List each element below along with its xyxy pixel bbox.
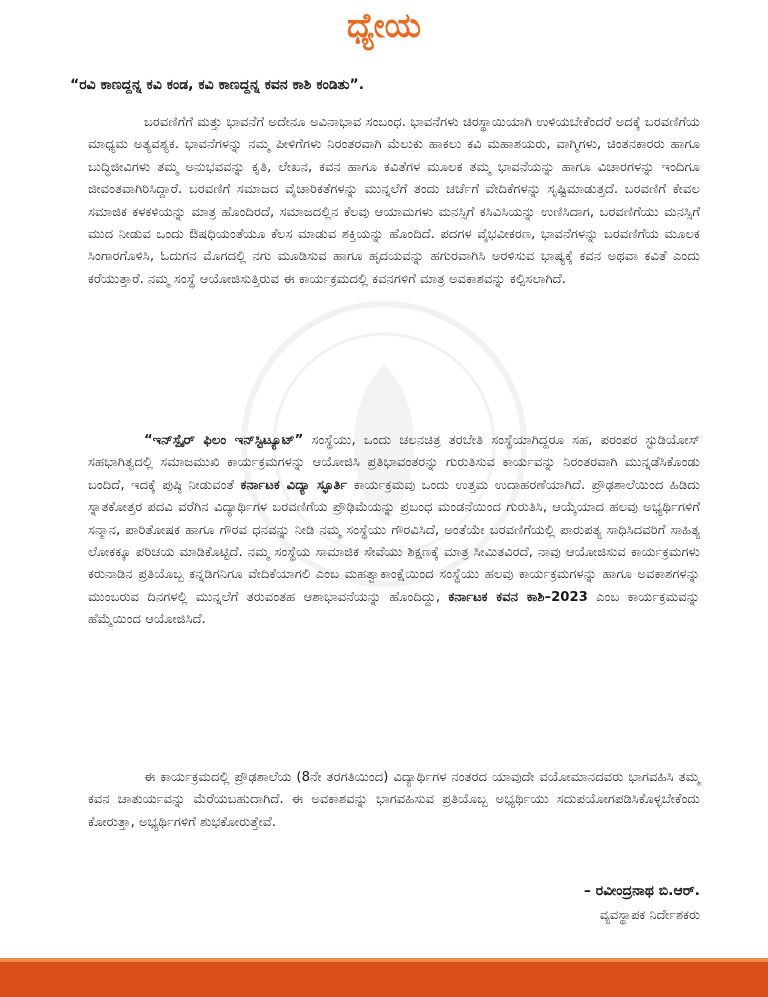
paragraph-2-text-a: ಸಂಸ್ಥೆಯು, ಒಂದು ಚಲನಚಿತ್ರ ತರಬೇತಿ ಸಂಸ್ಥೆಯಾಗಿದ್ದರೂ ಸಹ, ಪರಂಪರ ಸ್ಟುಡಿಯೋಸ್ ಸಹಭಾಗಿತ್ವದಲ್ಲಿ ಸಮಾಜಮುಖಿ ಕಾರ್ಯಕ್ರಮಗಳನ್ನು ಆಯೋಜಿಸಿ ಪ್ರತಿಭಾವಂತರನ್ನು ಗುರುತಿಸುವ ಕಾರ್ಯವನ್ನು ನಿರಂತರವಾಗಿ ಮುನ್ನಡೆಸಿಕೊಂಡು ಬಂದಿದೆ, ಇದಕ್ಕೆ ಪುಷ್ಠಿ ನೀಡುವಂತೆ (88, 433, 700, 493)
signature-name: – ರವೀಂದ್ರನಾಥ ಬಿ.ಆರ್. (583, 883, 700, 899)
signature-designation: ವ್ಯವಸ್ಥಾಪಕ ನಿರ್ದೇಶಕರು (599, 908, 700, 923)
opening-quote: “ರವಿ ಕಾಣದ್ದನ್ನ ಕವಿ ಕಂಡ, ಕವಿ ಕಾಣದ್ದನ್ನ ಕವನ ಕಾಶಿ ಕಂಡಿತು”. (70, 77, 365, 93)
footer-bar (0, 962, 768, 997)
paragraph-3: ಈ ಕಾರ್ಯಕ್ರಮದಲ್ಲಿ ಪ್ರೌಢಶಾಲೆಯ (8ನೇ ತರಗತಿಯಿಂದ) ವಿದ್ಯಾರ್ಥಿಗಳ ನಂತರದ ಯಾವುದೇ ವಯೋಮಾನದವರು ಭಾಗವಹಿಸಿ ತಮ್ಮ ಕವನ ಚಾತುರ್ಯವನ್ನು ಮೆರೆಯಬಹುದಾಗಿದೆ. ಈ ಅವಕಾಶವನ್ನು ಭಾಗವಹಿಸುವ ಪ್ರತಿಯೊಬ್ಬ ಅಭ್ಯರ್ಥಿಯು ಸದುಪಯೋಗಪಡಿಸಿಕೊಳ್ಳಬೇಕೆಂದು ಕೋರುತ್ತಾ, ಅಭ್ಯರ್ಥಿಗಳಿಗೆ ಶುಭಕೋರುತ್ತೇವೆ. (88, 770, 700, 830)
page-title: ಧ್ಯೇಯ (346, 6, 422, 46)
institute-name: “ಇನ್‌ಸ್ಪೈರ್ ಫಿಲಂ ಇನ್‌ಸ್ಟಿಟ್ಯೂಟ್” (144, 433, 304, 448)
program-name-kavana-kashi: ಕರ್ನಾಟಕ ಕವನ ಕಾಶಿ–2023 (448, 589, 588, 605)
program-name-vidya-spoorthi: ಕರ್ನಾಟಕ ವಿದ್ಯಾ ಸ್ಫೂರ್ತಿ (240, 477, 348, 493)
paragraph-2-text-b: ಕಾರ್ಯಕ್ರಮವು ಒಂದು ಉತ್ತಮ ಉದಾಹರಣೆಯಾಗಿದೆ. ಪ್ರೌಢಶಾಲೆಯಿಂದ ಹಿಡಿದು ಸ್ನಾತಕೋತ್ತರ ಪದವಿ ವರೆಗಿನ ವಿದ್ಯಾರ್ಥಿಗಳ ಬರವಣಿಗೆಯ ಪ್ರೌಢಿಮೆಯನ್ನು ಪ್ರಬಂಧ ಮಂಡನೆಯಿಂದ ಗುರುತಿಸಿ, ಆಯ್ಕೆಯಾದ ಹಲವು ಅಭ್ಯರ್ಥಿಗಳಿಗೆ ಸನ್ಮಾನ, ಪಾರಿತೋಷಕ ಹಾಗೂ ಗೌರವ ಧನವನ್ನು ನೀಡಿ ನಮ್ಮ ಸಂಸ್ಥೆಯು ಗೌರವಿಸಿದೆ, ಅಂತೆಯೇ ಬರವಣಿಗೆಯಲ್ಲಿ ಪಾರುಪತ್ಯ ಸಾಧಿಸಿದವರಿಗೆ ಸಾಹಿತ್ಯ ಲೋಕಕ್ಕೂ ಪರಿಚಯ ಮಾಡಿಕೊಟ್ಟಿದೆ. ನಮ್ಮ ಸಂಸ್ಥೆಯ ಸಾಮಾಜಿಕ ಸೇವೆಯು ಶಿಕ್ಷಣಕ್ಕೆ ಮಾತ್ರ ಸೀಮಿತವಿರದೆ, ನಾವು ಆಯೋಜಿಸುವ ಕಾರ್ಯಕ್ರಮಗಳು ಕರುನಾಡಿನ ಪ್ರತಿಯೊಬ್ಬ ಕನ್ನಡಿಗನಿಗೂ ವೇದಿಕೆಯಾಗಲಿ ಎಂಬ ಮಹತ್ವಾಕಾಂಕ್ಷೆಯಿಂದ ಸಂಸ್ಥೆಯು ಹಲವು ಕಾರ್ಯಕ್ರಮಗಳನ್ನು ಹಾಗೂ ಅವಕಾಶಗಳನ್ನು ಮುಂಬರುವ ದಿನಗಳಲ್ಲಿ ಮುನ್ನಲೆಗೆ ತರುವಂತಹ ಆಶಾಭಾವನೆಯನ್ನು ಹೊಂದಿದ್ದು, (88, 477, 701, 605)
paragraph-1: ಬರವಣಿಗೆಗೆ ಮತ್ತು ಭಾವನೆಗೆ ಅದೇನೂ ಅವಿನಾಭಾವ ಸಂಬಂಧ. ಭಾವನೆಗಳು ಚಿರಸ್ಥಾಯಿಯಾಗಿ ಉಳಿಯಬೇಕೆಂದರೆ ಅದಕ್ಕೆ ಬರವಣಿಗೆಯ ಮಾಧ್ಯಮ ಅತ್ಯವಶ್ಯಕ. ಭಾವನೆಗಳನ್ನು ನಮ್ಮ ಪೀಳಿಗೆಗಳು ನಿರಂತರವಾಗಿ ಮೆಲುಕು ಹಾಕಲು ಕವಿ ಮಹಾಶಯರು, ವಾಗ್ಮಿಗಳು, ಚಿಂತನಕಾರರು ಹಾಗೂ ಬುದ್ಧಿಜೀವಿಗಳು ತಮ್ಮ ಅನುಭವವನ್ನು ಕೃತಿ, ಲೇಖನ, ಕವನ ಹಾಗೂ ಕವಿತೆಗಳ ಮೂಲಕ ತಮ್ಮ ಭಾವನೆಯನ್ನು ಹಾಗೂ ವಿಚಾರಗಳನ್ನು ಇಂದಿಗೂ ಜೀವಂತವಾಗಿರಿಸಿದ್ದಾರೆ. ಬರವಣಿಗೆ ಸಮಾಜದ ವೈಚಾರಿಕತೆಗಳನ್ನು ಮುನ್ನಲೆಗೆ ತಂದು ಚರ್ಚೆಗೆ ವೇದಿಕೆಗಳನ್ನು ಸೃಷ್ಟಿಮಾಡುತ್ತದೆ. ಬರವಣಿಗೆ ಕೇವಲ ಸಮಾಜಿಕ ಕಳಕಳಿಯನ್ನು ಮಾತ್ರ ಹೊಂದಿರದೆ, ಸಮಾಜದಲ್ಲಿನ ಕೆಲವು ಆಯಾಮಗಳು ಮನಸ್ಸಿಗೆ ಕಸಿವಿಸಿಯನ್ನು ಉಣಿಸಿದಾಗ, ಬರವಣಿಗೆಯು ಮನಸ್ಸಿಗೆ ಮುದ ನೀಡುವ ಒಂದು ಔಷಧಿಯಂತೆಯೂ ಕೆಲಸ ಮಾಡುವ ಶಕ್ತಿಯನ್ನು ಹೊಂದಿದೆ. ಪದಗಳ ವೈಭವೀಕರಣ, ಭಾವನೆಗಳನ್ನು ಬರವಣಿಗೆಯ ಮೂಲಕ ಸಿಂಗಾರಗೊಳಿಸಿ, ಓದುಗನ ಮೊಗದಲ್ಲಿ ನಗು ಮೂಡಿಸುವ ಹಾಗೂ ಹೃದಯವನ್ನು ಹಗುರವಾಗಿಸಿ ಅರಳಿಸುವ ಭಾಷ್ಯಕ್ಕೆ ಕವನ ಅಥವಾ ಕವಿತೆ ಎಂದು ಕರೆಯುತ್ತಾರೆ. ನಮ್ಮ ಸಂಸ್ಥೆ ಆಯೋಜಿಸುತ್ತಿರುವ ಈ ಕಾರ್ಯಕ್ರಮದಲ್ಲಿ ಕವನಗಳಿಗೆ ಮಾತ್ರ ಅವಕಾಶವನ್ನು ಕಲ್ಪಿಸಲಾಗಿದೆ. (88, 115, 700, 287)
paragraph-2 (88, 430, 700, 632)
paragraph-2-text-c: ಎಂಬ ಕಾರ್ಯಕ್ರಮವನ್ನು ಹೆಮ್ಮೆಯಿಂದ ಆಯೋಜಿಸಿದೆ. (88, 589, 701, 628)
